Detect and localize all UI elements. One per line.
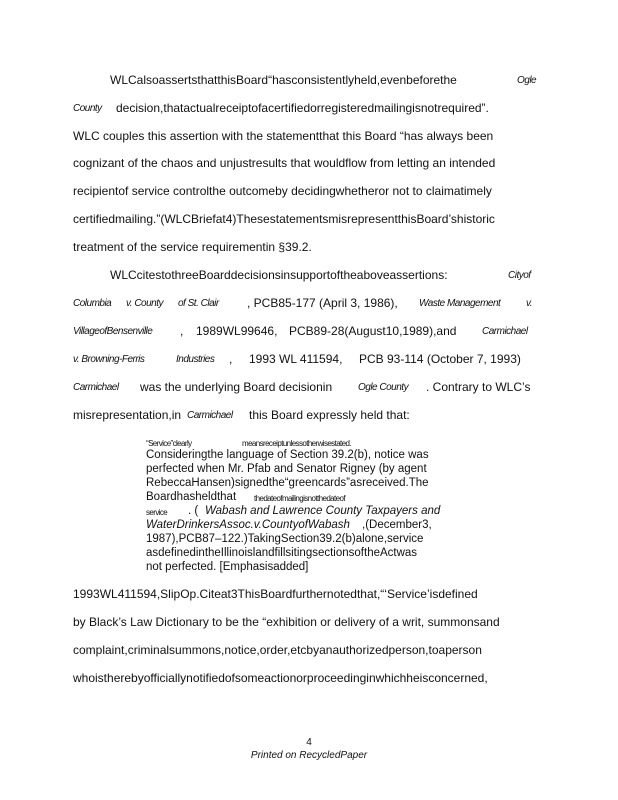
p2-line-4-d: 1993 WL 411594, [249,352,343,366]
p2-line-2-e: Waste Management [419,298,501,309]
quote-line-10: not perfected. [Emphasisadded] [146,561,309,573]
p2-line-6-b: Carmichael [187,410,233,421]
text: WLCalsoassertsthatthisBoard“hasconsistentlyheld,evenbeforethe [110,73,457,87]
quote-line-6-b: . ( [188,505,199,517]
p2-line-4-b: Industries [176,354,215,365]
p2-line-5-d: . Contrary to WLC’s [426,380,531,394]
quote-line-7-b: ,(December3, [362,519,432,531]
p2-line-4-c: , [229,352,233,366]
case-name: County [73,103,102,114]
p1-line-6: certifiedmailing.”(WLCBriefat4)ThesestatementsmisrepresentthisBoard’shistoric [73,212,495,226]
p3-line-3: complaint,criminalsummons,notice,order,etcbyanauthorizedperson,toaperson [73,643,482,657]
p1-line-7: treatment of the service requirementin §39.2. [73,240,312,254]
quote-line-1-a: “Service”clearly [146,439,192,448]
case-name: Ogle [517,75,537,86]
quote-line-5-b: thedateofmailingisnotthedateof [254,494,345,503]
text: decision,thatactualreceiptofacertifiedorregisteredmailingisnotrequired”. [116,101,489,115]
quote-line-6-a: service [146,508,168,517]
p2-line-4-e: PCB 93-114 (October 7, 1993) [359,352,521,366]
p2-line-3-b: , [180,324,184,338]
quote-line-8: 1987),PCB87–122.)TakingSection39.2(b)alone,service [146,533,424,545]
p2-line-5-a: Carmichael [73,382,119,393]
p2-line-4-a: v. Browning-Ferris [73,354,145,365]
quote-line-3: perfected when Mr. Pfab and Senator Rigney (by agent [146,463,427,475]
quote-line-6-c: Wabash and Lawrence County Taxpayers and [205,505,441,517]
p2-line-3-c: 1989WL99646, [196,324,278,338]
p1-line-4: cognizant of the chaos and unjustresults that wouldflow from letting an intended [73,156,496,170]
p2-line-6-a: misrepresentation,in [73,408,182,422]
quote-line-5-a: Boardhasheldthat [146,491,237,503]
p2-line-2-f: v. [526,298,533,309]
p2-line-3-e: Carmichael [482,326,528,337]
p2-line-3-a: VillageofBensenville [73,326,153,337]
footer-note: Printed on RecycledPaper [250,750,368,761]
quote-line-9: asdefinedintheIllinoislandfillsitingsectionsoftheActwas [146,547,418,559]
quote-line-4: RebeccaHansen)signedthe“greencards”asreceived.The [146,477,429,489]
p2-line-1: WLCcitestothreeBoarddecisionsinsupportoftheaboveassertions: [110,268,448,282]
p2-line-2-b: v. County [126,298,163,309]
p1-line-3: WLC couples this assertion with the statementthat this Board “has always been [73,129,494,143]
p3-line-4: whoistherebyofficiallynotifiedofsomeactionorproceedinginwhichheisconcerned, [73,671,488,685]
p2-line-2-c: of St. Clair [178,298,219,309]
quote-line-7-a: WaterDrinkersAssoc.v.CountyofWabash [146,519,350,531]
p2-line-3-d: PCB89-28(August10,1989),and [289,324,457,338]
p1-line-5: recipientof service controlthe outcomeby decidingwhetheror not to claimatimely [73,184,492,198]
p2-line-5-b: was the underlying Board decisionin [140,380,333,394]
p3-line-2: by Black’s Law Dictionary to be the “exhibition or delivery of a writ, summonsand [73,615,500,629]
p2-line-1-italic: Cityof [508,270,531,281]
quote-line-2: Consideringthe language of Section 39.2(b), notice was [146,449,429,461]
p2-line-2-d: , PCB85-177 (April 3, 1986), [247,296,398,310]
quote-line-1-b: meansreceiptunlessotherwisestated. [242,439,352,448]
p1-line-1-italic [517,74,536,88]
p2-line-5-c: Ogle County [358,382,409,393]
page-number: 4 [306,737,312,748]
p3-line-1: 1993WL411594,SlipOp.Citeat3ThisBoardfurthernotedthat,“‘Service’isdefined [73,587,478,601]
p1-line-1 [110,73,457,87]
p2-line-6-c: this Board expressly held that: [249,408,410,422]
p2-line-2-a: Columbia [73,298,112,309]
p1-line-2-italic [73,102,102,116]
p1-line-2 [116,101,489,115]
